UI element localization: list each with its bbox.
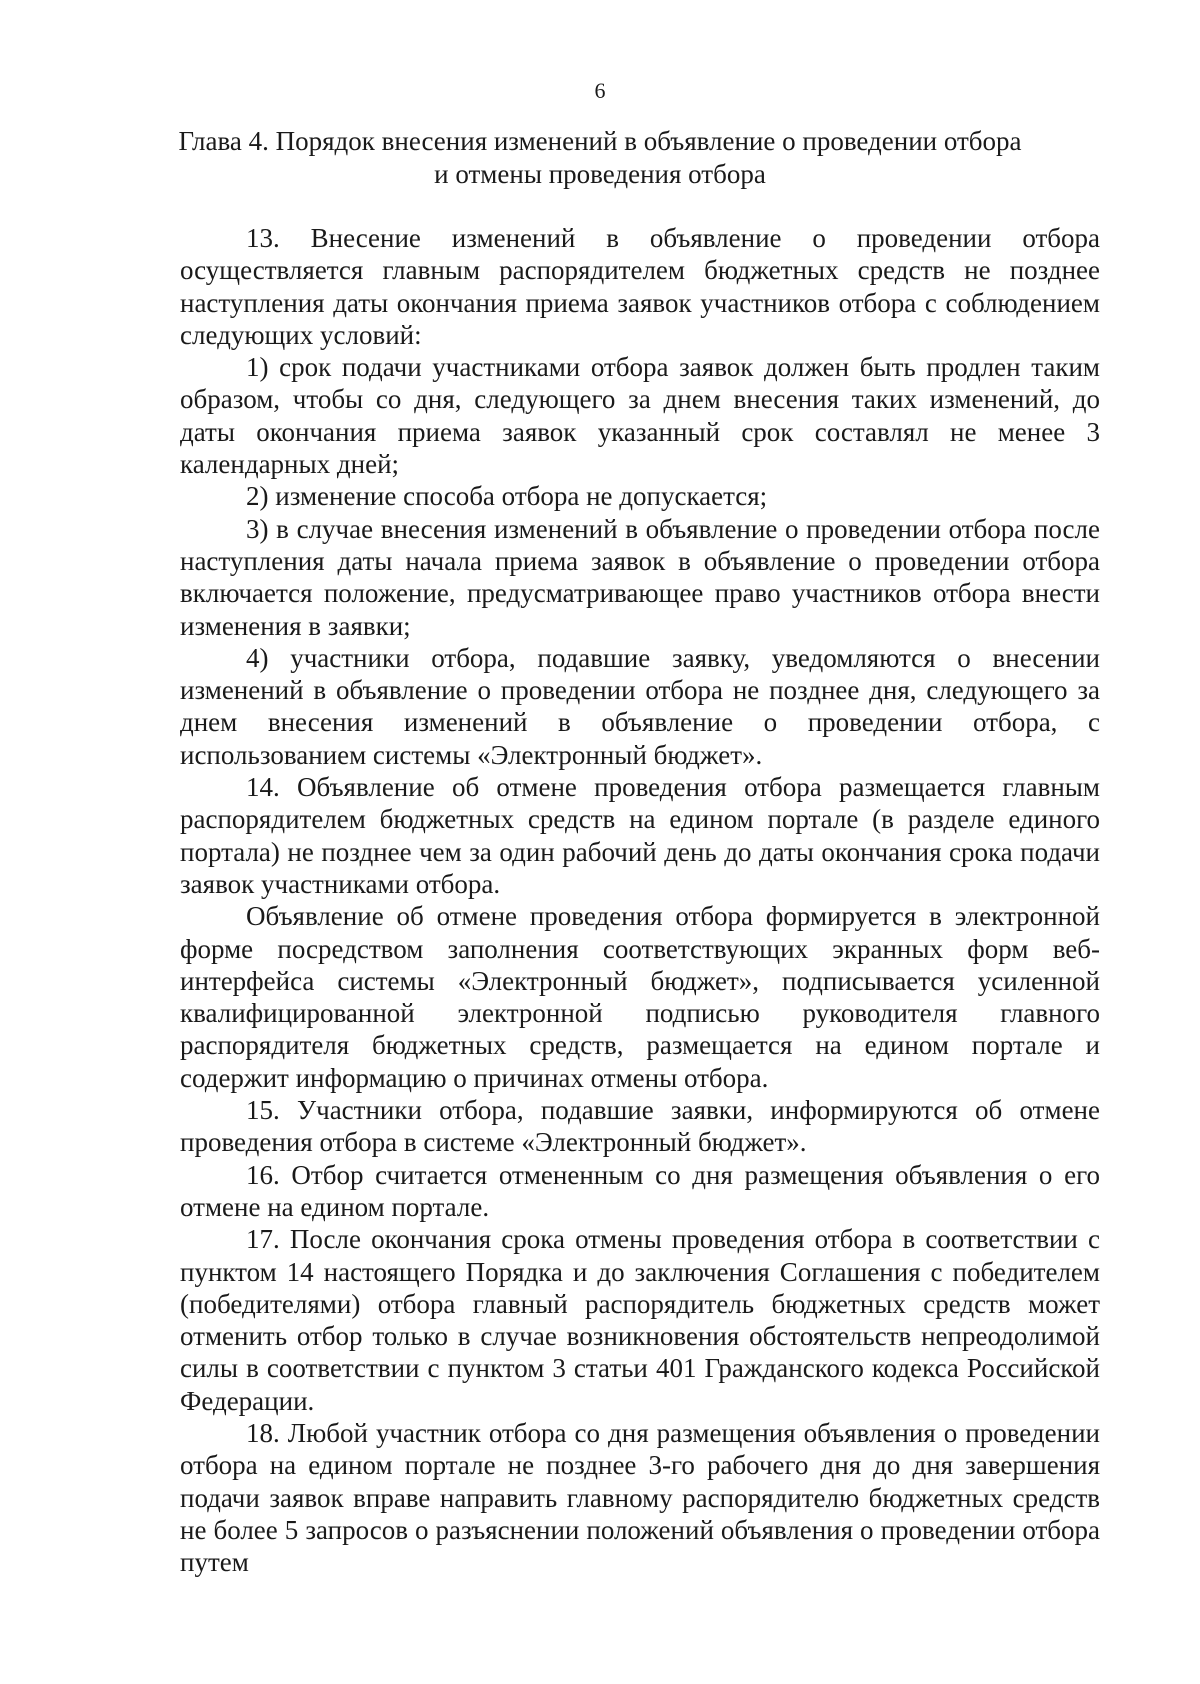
document-body xyxy=(180,222,1100,1578)
paragraph-13-item-1: 1) срок подачи участниками отбора заявок должен быть продлен таким образом, чтобы со дня, следующего за днем внесения таких изменений, до даты окончания приема заявок указанный срок составлял не менее 3 календарных дней; xyxy=(180,352,1100,480)
page-number: 6 xyxy=(594,78,606,103)
paragraph-15: 15. Участники отбора, подавшие заявки, информируются об отмене проведения отбора в системе «Электронный бюджет». xyxy=(180,1095,1100,1158)
paragraph-13: 13. Внесение изменений в объявление о проведении отбора осуществляется главным распорядителем бюджетных средств не позднее наступления даты окончания приема заявок участников отбора с соблюдением следующих условий: xyxy=(180,223,1100,350)
paragraph-17: 17. После окончания срока отмены проведения отбора в соответствии с пунктом 14 настоящего Порядка и до заключения Соглашения с победителем (победителями) отбора главный распорядитель бюджетных средств может отменить отбор только в случае возникновения обстоятельств непреодолимой силы в соответствии с пунктом 3 статьи 401 Гражданского кодекса Российской Федерации. xyxy=(180,1224,1100,1416)
paragraph-14: 14. Объявление об отмене проведения отбора размещается главным распорядителем бюджетных средств на едином портале (в разделе единого портала) не позднее чем за один рабочий день до даты окончания срока подачи заявок участниками отбора. xyxy=(180,772,1100,899)
paragraph-18: 18. Любой участник отбора со дня размещения объявления о проведении отбора на едином портале не позднее 3-го рабочего дня до дня завершения подачи заявок вправе направить главному распорядителю бюджетных средств не более 5 запросов о разъяснении положений объявления о проведении отбора путем xyxy=(180,1417,1100,1578)
paragraph-13-item-3: 3) в случае внесения изменений в объявление о проведении отбора после наступления даты начала приема заявок в объявление о проведении отбора включается положение, предусматривающее право участников отбора внести изменения в заявки; xyxy=(180,513,1100,641)
paragraph-13-item-4: 4) участники отбора, подавшие заявку, уведомляются о внесении изменений в объявление о проведении отбора не позднее дня, следующего за днем внесения изменений в объявление о проведении отбора, с использованием системы «Электронный бюджет». xyxy=(180,642,1100,770)
paragraph-13-item-2: 2) изменение способа отбора не допускается; xyxy=(246,481,768,512)
chapter-title-line-2: и отмены проведения отбора xyxy=(434,159,766,189)
paragraph-16: 16. Отбор считается отмененным со дня размещения объявления о его отмене на едином портале. xyxy=(180,1159,1100,1222)
chapter-title-line-1: Глава 4. Порядок внесения изменений в объявление о проведении отбора xyxy=(178,126,1022,156)
paragraph-14-continued: Объявление об отмене проведения отбора формируется в электронной форме посредством заполнения соответствующих экранных форм веб-интерфейса системы «Электронный бюджет», подписывается усиленной квалифицированной электронной подписью руководителя главного распорядителя бюджетных средств, размещается на едином портале и содержит информацию о причинах отмены отбора. xyxy=(180,901,1100,1093)
chapter-title xyxy=(150,125,1050,191)
